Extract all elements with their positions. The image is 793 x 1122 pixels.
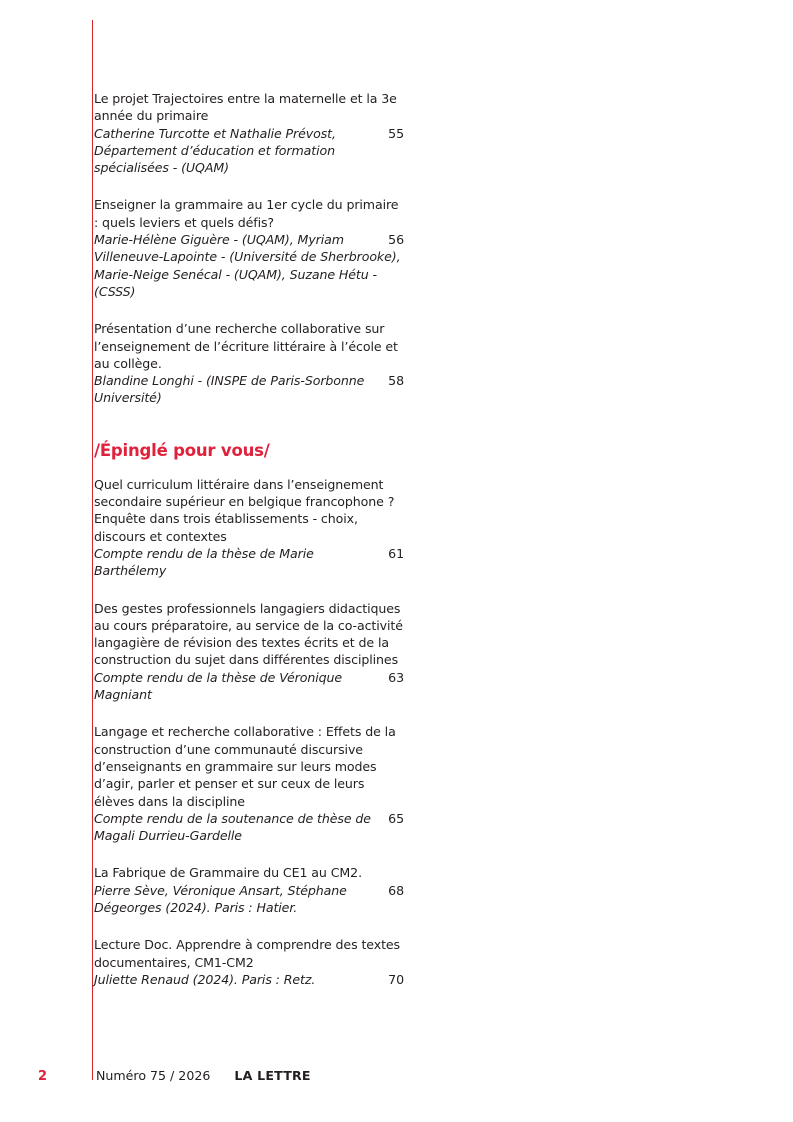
entry-page-number: 70 — [388, 971, 404, 987]
entry-authors — [94, 971, 404, 988]
vertical-rule — [92, 20, 93, 1080]
toc-entry — [94, 196, 404, 300]
entry-authors-text: Pierre Sève, Véronique Ansart, Stéphane Dégeorges (2024). Paris : Hatier. — [94, 882, 347, 915]
entry-authors — [94, 545, 404, 580]
toc-entry — [94, 723, 404, 844]
entry-authors — [94, 231, 404, 300]
section-heading: /Épinglé pour vous/ — [94, 440, 270, 460]
page-footer — [36, 1068, 776, 1084]
toc-entry — [94, 476, 404, 580]
entry-title: Langage et recherche collaborative : Effets de la construction d’une communauté discursive d’enseignants en grammaire sur leurs modes d’agir, parler et penser et sur ceux de leurs élèves dans la discipline — [94, 724, 396, 809]
entry-page-number: 56 — [388, 232, 404, 248]
entry-page-number: 58 — [388, 373, 404, 389]
entry-authors — [94, 372, 404, 407]
footer-issue: Numéro 75 / 2026 — [96, 1068, 211, 1083]
entry-title: La Fabrique de Grammaire du CE1 au CM2. — [94, 865, 362, 881]
entry-authors — [94, 125, 404, 177]
entry-authors-text: Compte rendu de la thèse de Marie Barthélemy — [94, 545, 314, 579]
toc-entry — [94, 90, 404, 176]
entry-page-number: 63 — [388, 669, 404, 685]
entry-authors-text: Juliette Renaud (2024). Paris : Retz. — [94, 971, 316, 987]
footer-page-number: 2 — [38, 1069, 48, 1084]
entry-title: Enseigner la grammaire au 1er cycle du primaire : quels leviers et quels défis? — [94, 197, 399, 230]
entry-authors — [94, 669, 404, 704]
entry-page-number: 65 — [388, 810, 404, 826]
entry-authors-text: Blandine Longhi - (INSPE de Paris-Sorbonne Université) — [94, 373, 365, 406]
entry-authors-text: Catherine Turcotte et Nathalie Prévost, Département d’éducation et formation spécialisées - (UQAM) — [94, 125, 336, 176]
entry-authors-text: Marie-Hélène Giguère - (UQAM), Myriam Villeneuve-Lapointe - (Université de Sherbrooke), Marie-Neige Senécal - (UQAM), Suzane Hétu - (CSSS) — [94, 232, 401, 299]
entry-title: Des gestes professionnels langagiers didactiques au cours préparatoire, au service de la co-activité langagière de révision des textes écrits et de la construction du sujet dans différentes disciplines — [94, 600, 403, 668]
toc-content — [94, 90, 404, 1008]
entry-title: Quel curriculum littéraire dans l’enseignement secondaire supérieur en belgique francophone ? Enquête dans trois établissements - choix, discours et contextes — [94, 476, 395, 544]
entry-authors — [94, 882, 404, 917]
toc-entry — [94, 864, 404, 916]
entry-authors-text: Compte rendu de la thèse de Véronique Magniant — [94, 669, 343, 703]
toc-entry — [94, 600, 404, 704]
entry-authors — [94, 810, 404, 845]
entry-page-number: 61 — [388, 545, 404, 561]
entry-title: Lecture Doc. Apprendre à comprendre des textes documentaires, CM1-CM2 — [94, 937, 401, 970]
entry-page-number: 55 — [388, 125, 404, 141]
entry-authors-text: Compte rendu de la soutenance de thèse de Magali Durrieu-Gardelle — [94, 810, 371, 844]
toc-entry — [94, 936, 404, 988]
toc-entry — [94, 320, 404, 406]
entry-page-number: 68 — [388, 882, 404, 898]
entry-title: Présentation d’une recherche collaborative sur l’enseignement de l’écriture littéraire à l’école et au collège. — [94, 321, 398, 371]
entry-title: Le projet Trajectoires entre la maternelle et la 3e année du primaire — [94, 91, 397, 124]
footer-brand: LA LETTRE — [234, 1068, 311, 1083]
